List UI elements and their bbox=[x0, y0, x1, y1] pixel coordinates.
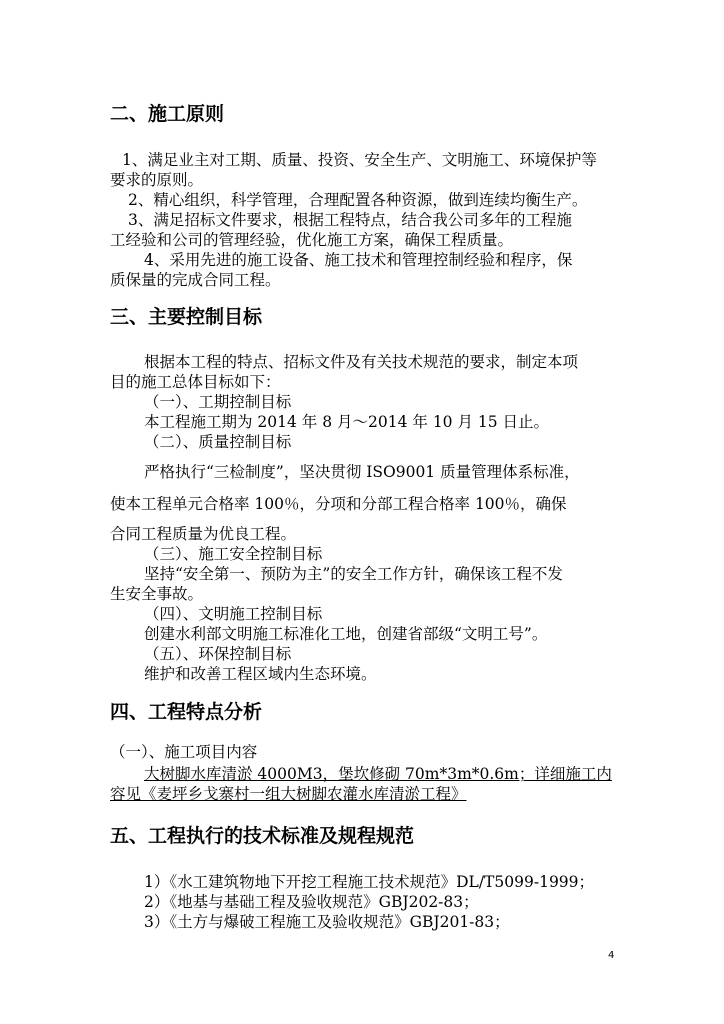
text-line: （五）、环保控制目标 bbox=[144, 645, 292, 663]
section-heading-3: 三、主要控制目标 bbox=[110, 306, 263, 328]
text-line: 大树脚水库清淤 4000M3，堡坎修砌 70m*3m*0.6m；详细施工内 bbox=[144, 765, 612, 783]
list-item: 2）《地基与基础工程及验收规范》GBJ202-83； bbox=[144, 893, 479, 911]
text-line: 坚持“安全第一、预防为主”的安全工作方针，确保该工程不发 bbox=[144, 565, 563, 583]
text-line: 1、满足业主对工期、质量、投资、安全生产、文明施工、环境保护等 bbox=[122, 151, 597, 169]
section-heading-2: 二、施工原则 bbox=[110, 103, 225, 125]
text-line: （二）、质量控制目标 bbox=[144, 433, 292, 451]
text-line: 严格执行“三检制度”，坚决贯彻 ISO9001 质量管理体系标准， bbox=[144, 463, 580, 481]
text-line: 要求的原则。 bbox=[110, 171, 204, 189]
text-line: 本工程施工期为 2014 年 8 月～2014 年 10 月 15 日止。 bbox=[144, 413, 550, 431]
text-line: 工经验和公司的管理经验，优化施工方案，确保工程质量。 bbox=[110, 231, 514, 249]
text-line: 容见《麦坪乡戈寨村一组大树脚农灌水库清淤工程》 bbox=[110, 785, 467, 803]
page-number: 4 bbox=[608, 950, 615, 961]
text-line: 目的施工总体目标如下： bbox=[110, 373, 281, 391]
list-item: 3）《土方与爆破工程施工及验收规范》GBJ201-83； bbox=[144, 913, 510, 931]
text-line: （三）、施工安全控制目标 bbox=[144, 545, 323, 563]
text-line: 3、满足招标文件要求，根据工程特点，结合我公司多年的工程施 bbox=[128, 211, 572, 229]
text-line: 根据本工程的特点、招标文件及有关技术规范的要求，制定本项 bbox=[144, 353, 579, 371]
text-line: 4、采用先进的施工设备、施工技术和管理控制经验和程序，保 bbox=[144, 251, 573, 269]
list-item: 1）《水工建筑物地下开挖工程施工技术规范》DL/T5099-1999； bbox=[144, 873, 595, 891]
text-line: （一）、施工项目内容 bbox=[110, 743, 258, 761]
text-line: 2、精心组织，科学管理，合理配置各种资源，做到连续均衡生产。 bbox=[128, 191, 588, 209]
text-line: 创建水利部文明施工标准化工地，创建省部级“文明工号”。 bbox=[144, 625, 548, 643]
text-line: 使本工程单元合格率 100％，分项和分部工程合格率 100％，确保 bbox=[110, 495, 567, 513]
text-line: 质保量的完成合同工程。 bbox=[110, 271, 281, 289]
section-heading-4: 四、工程特点分析 bbox=[110, 701, 263, 723]
text-line: 合同工程质量为优良工程。 bbox=[110, 525, 297, 543]
section-heading-5: 五、工程执行的技术标准及规程规范 bbox=[110, 825, 415, 847]
text-line: 生安全事故。 bbox=[110, 585, 204, 603]
text-line: 维护和改善工程区域内生态环境。 bbox=[144, 665, 377, 683]
text-line: （一）、工期控制目标 bbox=[144, 393, 292, 411]
text-line: （四）、文明施工控制目标 bbox=[144, 605, 323, 623]
